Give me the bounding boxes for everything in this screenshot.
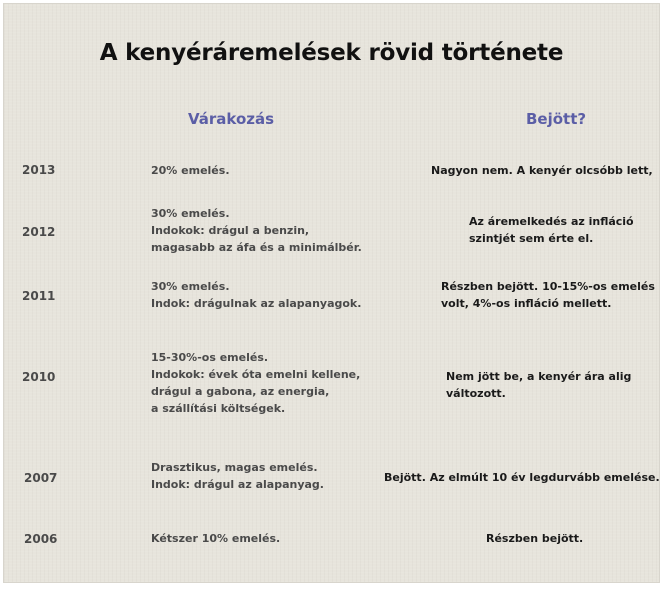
column-header-result: Bejött?: [526, 110, 587, 128]
expectation-line: 20% emelés.: [151, 164, 230, 177]
result-line: Részben bejött.: [486, 532, 584, 545]
result-line: változott.: [446, 387, 506, 400]
row-year: 2011: [22, 289, 56, 303]
row-expectation: [151, 205, 411, 256]
expectation-line: magasabb az áfa és a minimálbér.: [151, 241, 362, 254]
row-expectation: [151, 530, 411, 547]
row-year: 2012: [22, 225, 56, 239]
row-year: 2006: [24, 532, 58, 546]
row-expectation: [151, 459, 411, 493]
row-year: 2007: [24, 471, 58, 485]
row-result: [446, 368, 631, 402]
row-expectation: [151, 349, 411, 417]
row-result: [384, 469, 660, 486]
expectation-line: 15-30%-os emelés.: [151, 351, 269, 364]
column-header-expectation: Várakozás: [188, 110, 275, 128]
result-line: Nagyon nem. A kenyér olcsóbb lett,: [431, 164, 653, 177]
expectation-line: Indokok: drágul a benzin,: [151, 224, 310, 237]
row-result: [441, 278, 655, 312]
row-result: [431, 162, 653, 179]
expectation-line: Kétszer 10% emelés.: [151, 532, 281, 545]
expectation-line: Drasztikus, magas emelés.: [151, 461, 318, 474]
slide: [4, 4, 659, 582]
row-expectation: [151, 162, 411, 179]
result-line: Nem jött be, a kenyér ára alig: [446, 370, 632, 383]
row-result: [486, 530, 583, 547]
slide-title: A kenyéráremelések rövid története: [99, 40, 564, 66]
row-result: [469, 213, 634, 247]
result-line: Bejött. Az elmúlt 10 év legdurvább emelése.: [384, 471, 660, 484]
expectation-line: Indok: drágul az alapanyag.: [151, 478, 324, 491]
expectation-line: Indok: drágulnak az alapanyagok.: [151, 297, 362, 310]
row-year: 2013: [22, 163, 56, 177]
expectation-line: drágul a gabona, az energia,: [151, 385, 330, 398]
result-line: Részben bejött. 10-15%-os emelés: [441, 280, 655, 293]
result-line: volt, 4%-os infláció mellett.: [441, 297, 612, 310]
expectation-line: 30% emelés.: [151, 207, 230, 220]
expectation-line: 30% emelés.: [151, 280, 230, 293]
row-year: 2010: [22, 370, 56, 384]
result-line: Az áremelkedés az infláció: [469, 215, 634, 228]
expectation-line: a szállítási költségek.: [151, 402, 286, 415]
result-line: szintjét sem érte el.: [469, 232, 594, 245]
expectation-line: Indokok: évek óta emelni kellene,: [151, 368, 361, 381]
row-expectation: [151, 278, 411, 312]
